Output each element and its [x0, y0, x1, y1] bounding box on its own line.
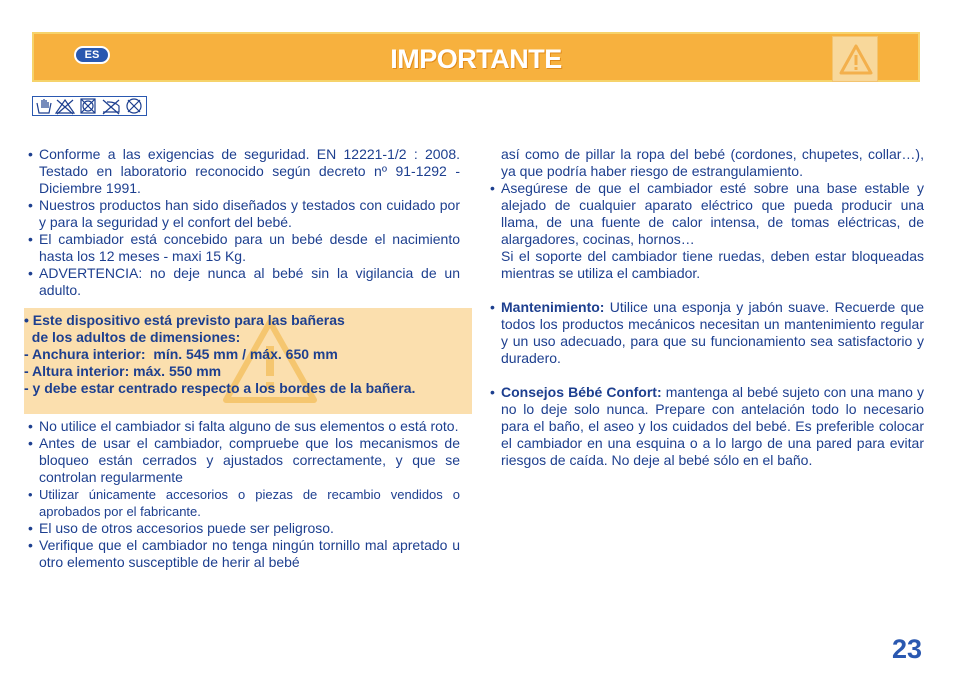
maintenance-section — [490, 299, 924, 367]
list-item: • Verifique que el cambiador no tenga ningún tornillo mal apretado u otro elemento susceptible de herir al bebé — [28, 537, 460, 571]
list-item: • Nuestros productos han sido diseñados y testados con cuidado por y para la seguridad y el confort del bebé. — [28, 197, 460, 231]
no-tumble-dry-icon — [81, 99, 95, 113]
no-dry-clean-icon — [127, 99, 141, 113]
advice-label: Consejos Bébé Confort: — [501, 384, 662, 400]
maintenance-text: Utilice una esponja y jabón suave. Recuerde que todos los productos mecánicos necesitan un mantenimiento regular y un uso adecuado, para que su funcionamiento sea satisfactorio y duradero. — [501, 299, 924, 366]
page-number: 23 — [891, 634, 922, 664]
header-banner — [32, 32, 920, 82]
list-item: • No utilice el cambiador si falta alguno de sus elementos o está roto. — [28, 418, 460, 435]
no-bleach-icon — [56, 100, 74, 114]
list-item: • Utilizar únicamente accesorios o piezas de recambio vendidos o aprobados por el fabricante. — [28, 486, 460, 520]
advice-section — [490, 384, 924, 469]
wheels-note: Si el soporte del cambiador tiene ruedas, deben estar bloqueadas mientras se utiliza el cambiador. — [501, 248, 924, 281]
advice-text: mantenga al bebé sujeto con una mano y no lo deje solo nunca. Prepare con antelación todo lo necesario para el baño, el aseo y los cuidados del bebé. Es preferible colocar el cambiador en una esquina o a lo largo de una pared para evitar riesgos de caída. No deje al bebé sólo en el baño. — [501, 384, 924, 468]
highlight-line: de los adultos de dimensiones: — [24, 329, 241, 345]
care-symbols — [32, 96, 147, 116]
language-badge: ES — [74, 46, 110, 64]
right-column — [490, 146, 924, 469]
left-column-bullets — [28, 418, 460, 571]
maintenance-label: Mantenimiento: — [501, 299, 605, 315]
highlight-line: - y debe estar centrado respecto a los bordes de la bañera. — [24, 380, 416, 396]
list-item: • El cambiador está concebido para un bebé desde el nacimiento hasta los 12 meses - maxi 15 Kg. — [28, 231, 460, 265]
highlight-line: • Este dispositivo está previsto para las bañeras — [24, 312, 345, 328]
left-column-intro — [28, 146, 460, 299]
warning-triangle-icon — [832, 36, 878, 82]
highlight-line: - Altura interior: máx. 550 mm — [24, 363, 222, 379]
hand-wash-icon — [37, 99, 51, 113]
list-item: • Asegúrese de que el cambiador esté sobre una base estable y alejado de cualquier aparato eléctrico que pueda producir una llama, de una fuente de calor intensa, de tomas eléctricas, de alargadores, cocinas, hornos… — [490, 180, 924, 248]
dimensions-highlight-box — [24, 308, 472, 414]
page-title: IMPORTANTE — [390, 44, 562, 74]
continuation-text: así como de pillar la ropa del bebé (cordones, chupetes, collar…), ya que podría haber riesgo de estrangulamiento. — [501, 146, 924, 179]
list-item: • Conforme a las exigencias de seguridad. EN 12221-1/2 : 2008. Testado en laboratorio reconocido según decreto nº 91-1292 - Diciembre 1991. — [28, 146, 460, 197]
list-item: • Antes de usar el cambiador, compruebe que los mecanismos de bloqueo están cerrados y ajustados correctamente, y que se controlan regularmente — [28, 435, 460, 486]
no-iron-icon — [103, 100, 119, 114]
list-item: • ADVERTENCIA: no deje nunca al bebé sin la vigilancia de un adulto. — [28, 265, 460, 299]
highlight-line: - Anchura interior: mín. 545 mm / máx. 650 mm — [24, 346, 338, 362]
list-item: • El uso de otros accesorios puede ser peligroso. — [28, 520, 460, 537]
